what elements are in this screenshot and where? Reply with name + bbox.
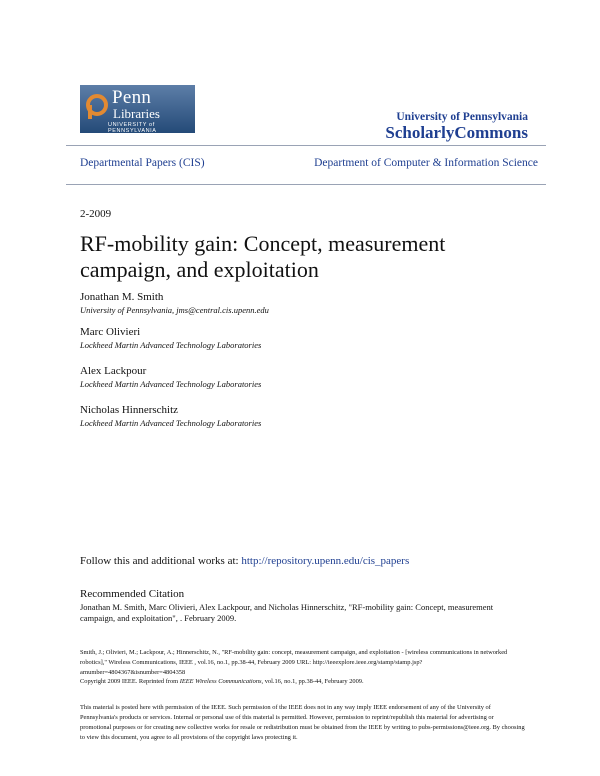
penn-libraries-mark-icon — [86, 91, 108, 119]
recommended-citation-heading: Recommended Citation — [80, 588, 185, 600]
publication-date: 2-2009 — [80, 208, 112, 220]
follow-line — [80, 555, 409, 567]
repository-name[interactable]: ScholarlyCommons — [385, 123, 528, 142]
author-entry — [80, 325, 520, 351]
follow-text: Follow this and additional works at: — [80, 555, 242, 567]
permission-notice: This material is posted here with permission of the IEEE. Such permission of the IEEE does not in any way imply IEEE endorsement of any of the University of Pennsylvania's products or services. Internal or personal use of this material is permitted. However, permission to reprint/republish this material for advertising or promotional purposes or for creating new collective works for resale or redistribution must be obtained from the IEEE by writing to pubs-permissions@ieee.org. By choosing to view this document, you agree to all provisions of the copyright laws protecting it. — [80, 704, 525, 741]
author-entry — [80, 364, 520, 390]
author-name: Alex Lackpour — [80, 365, 147, 377]
copyright-line — [80, 677, 525, 687]
penn-libraries-logo — [80, 85, 195, 133]
header-divider-bottom — [66, 184, 546, 185]
recommended-citation-text: Jonathan M. Smith, Marc Olivieri, Alex Lackpour, and Nicholas Hinnerschitz, "RF-mobility gain: Concept, measurement campaign, and exploitation", . February 2009. — [80, 602, 494, 623]
author-affiliation: Lockheed Martin Advanced Technology Laboratories — [80, 340, 262, 350]
copyright-suffix: , vol.16, no.1, pp.38-44, February 2009. — [261, 678, 364, 686]
copyright-prefix: Copyright 2009 IEEE. Reprinted from — [80, 678, 180, 686]
departmental-papers-link[interactable]: Departmental Papers (CIS) — [80, 157, 205, 169]
author-affiliation: Lockheed Martin Advanced Technology Laboratories — [80, 418, 262, 428]
author-entry — [80, 403, 520, 429]
institution-block[interactable] — [385, 110, 528, 142]
author-affiliation: University of Pennsylvania, jms@central.cis.upenn.edu — [80, 305, 269, 315]
paper-title: RF-mobility gain: Concept, measurement campaign, and exploitation — [80, 231, 446, 282]
citation-text: Smith, J.; Olivieri, M.; Lackpour, A.; Hinnerschitz, N., "RF-mobility gain: concept, measurement campaign, and exploitation - [wireless communications in networked robotics]," Wireless Communications, IEEE , vol.16, no.1, pp.38-44, February 2009 URL: http://ieeexplore.ieee.org/stamp/stamp.jsp?arnumber=4804367&isnumber=4804358 — [80, 649, 508, 676]
author-entry — [80, 290, 520, 316]
author-name: Jonathan M. Smith — [80, 291, 164, 303]
author-affiliation: Lockheed Martin Advanced Technology Laboratories — [80, 379, 262, 389]
logo-libraries: Libraries — [113, 106, 160, 121]
author-name: Nicholas Hinnerschitz — [80, 404, 179, 416]
header-divider-top — [66, 145, 546, 146]
logo-penn: Penn — [112, 87, 152, 108]
institution-name[interactable]: University of Pennsylvania — [396, 111, 528, 123]
copyright-journal: IEEE Wireless Communications — [179, 678, 262, 686]
citation-block — [80, 648, 525, 687]
repository-link[interactable]: http://repository.upenn.edu/cis_papers — [241, 555, 410, 567]
author-name: Marc Olivieri — [80, 326, 141, 338]
department-link[interactable]: Department of Computer & Information Science — [314, 157, 538, 169]
logo-university: UNIVERSITY of PENNSYLVANIA — [108, 122, 157, 133]
